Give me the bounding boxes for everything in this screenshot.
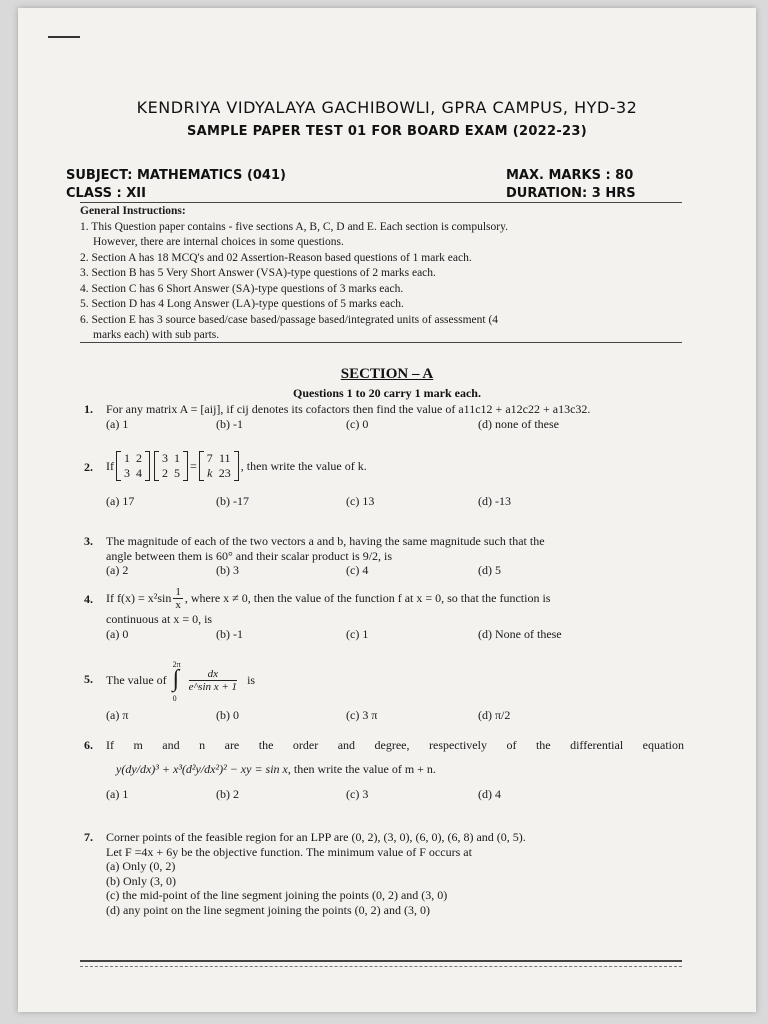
options — [106, 417, 684, 432]
matrix-2: 3 1 2 5 — [154, 451, 188, 481]
option-a: (a) 0 — [106, 626, 129, 641]
question-text: If m and n are the order and degree, respectively of the differential equation — [106, 738, 684, 752]
question-prefix: If — [106, 458, 114, 473]
instructions-rule — [80, 342, 682, 343]
question-number: 4. — [84, 592, 93, 606]
question-text: Let F =4x + 6y be the objective function. The minimum value of F occurs at — [106, 844, 472, 859]
option-a: (a) 2 — [106, 563, 129, 577]
option-a: (a) π — [106, 708, 129, 722]
exam-paper — [18, 8, 756, 1012]
matrix-3: 7 11 k 23 — [199, 451, 239, 481]
option-d: (d) any point on the line segment joining the points (0, 2) and (3, 0) — [106, 902, 430, 917]
question-suffix: , then write the value of k. — [240, 458, 367, 473]
question-5 — [84, 658, 684, 723]
instruction-item: 3. Section B has 5 Very Short Answer (VSA)-type questions of 2 marks each. — [80, 267, 436, 279]
integral-sign: ∫ 2π 0 — [172, 660, 181, 703]
option-b: (b) -1 — [216, 626, 243, 641]
question-2 — [84, 446, 684, 509]
option-b: (b) -17 — [216, 494, 249, 508]
options — [106, 787, 684, 802]
class: CLASS : XII — [66, 186, 146, 201]
question-6 — [84, 738, 684, 802]
subject: SUBJECT: MATHEMATICS (041) — [66, 168, 286, 183]
paper-title: SAMPLE PAPER TEST 01 FOR BOARD EXAM (2022-23) — [187, 124, 587, 139]
question-3 — [84, 534, 684, 578]
instruction-item: 6. Section E has 3 source based/case based/passage based/integrated units of assessment (4 — [80, 313, 499, 326]
option-d: (d) -13 — [478, 494, 511, 508]
question-1 — [84, 402, 684, 432]
question-number: 1. — [84, 402, 93, 416]
option-c: (c) the mid-point of the line segment joining the points (0, 2) and (3, 0) — [106, 888, 448, 902]
option-d: (d) π/2 — [478, 708, 511, 722]
duration: DURATION: 3 HRS — [506, 186, 636, 201]
option-d: (d) None of these — [478, 626, 562, 641]
instruction-item: 5. Section D has 4 Long Answer (LA)-type questions of 5 marks each. — [80, 298, 404, 310]
option-b: (b) 3 — [216, 563, 239, 577]
school-name: KENDRIYA VIDYALAYA GACHIBOWLI, GPRA CAMPUS, HYD-32 — [136, 98, 638, 117]
option-c: (c) 3 π — [346, 708, 378, 722]
question-text: angle between them is 60° and their scalar product is 9/2, is — [106, 548, 393, 563]
option-c: (c) 0 — [346, 416, 369, 431]
option-c: (c) 1 — [346, 626, 369, 641]
option-a: (a) Only (0, 2) — [106, 859, 176, 873]
options — [106, 627, 684, 642]
pen-mark — [48, 36, 80, 38]
question-number: 6. — [84, 738, 93, 752]
question-number: 3. — [84, 534, 93, 548]
option-b: (b) -1 — [216, 416, 243, 431]
matrix-1: 1 2 3 4 — [116, 451, 150, 481]
equals-sign: = — [190, 458, 197, 473]
options — [106, 563, 684, 578]
option-c: (c) 4 — [346, 563, 369, 577]
question-text: Corner points of the feasible region for an LPP are (0, 2), (3, 0), (6, 0), (6, 8) and (0, 5). — [106, 830, 526, 844]
option-d: (d) 5 — [478, 563, 501, 577]
instruction-item: 1. This Question paper contains - five sections A, B, C, D and E. Each section is compulsory. — [80, 220, 508, 233]
question-text: The magnitude of each of the two vectors a and b, having the same magnitude such that the — [106, 534, 545, 548]
question-number: 7. — [84, 830, 93, 844]
differential-equation: y(dy/dx)³ + x³(d²y/dx²)² − xy = sin x — [116, 762, 288, 777]
option-d: (d) none of these — [478, 416, 559, 431]
general-instructions — [80, 204, 680, 344]
instruction-item: However, there are internal choices in some questions. — [93, 236, 344, 248]
question-text: For any matrix A = [aij], if cij denotes its cofactors then find the value of a11c12 + a12c22 + a13c32. — [106, 402, 591, 416]
option-b: (b) 2 — [216, 786, 239, 801]
instruction-item: 4. Section C has 6 Short Answer (SA)-type questions of 3 marks each. — [80, 282, 404, 295]
options — [106, 708, 684, 723]
option-a: (a) 1 — [106, 786, 129, 801]
footer-rule — [80, 960, 682, 962]
question-number: 2. — [84, 460, 93, 474]
option-b: (b) Only (3, 0) — [106, 873, 176, 888]
options — [106, 494, 684, 509]
option-a: (a) 1 — [106, 416, 129, 431]
option-b: (b) 0 — [216, 708, 239, 722]
question-suffix: , then write the value of m + n. — [287, 762, 436, 777]
question-7 — [84, 830, 684, 917]
header-rule — [80, 202, 682, 203]
option-c: (c) 13 — [346, 494, 375, 508]
fraction: $\frac{1}{x}$ — [175, 585, 181, 611]
question-4 — [84, 584, 684, 642]
integrand: $\frac{dx}{\text{e\textasciicircum{}sin x + 1}}$ — [188, 667, 238, 693]
question-suffix: is — [247, 672, 256, 687]
max-marks: MAX. MARKS : 80 — [506, 168, 634, 183]
instructions-title: General Instructions: — [80, 205, 186, 217]
question-suffix: , where x ≠ 0, then the value of the function f at x = 0, so that the function is — [184, 590, 551, 605]
option-a: (a) 17 — [106, 494, 135, 508]
instruction-item: 2. Section A has 18 MCQ's and 02 Assertion-Reason based questions of 1 mark each. — [80, 251, 472, 264]
question-prefix: The value of — [106, 672, 167, 687]
question-prefix: If f(x) = x²sin — [106, 590, 172, 605]
option-d: (d) 4 — [478, 786, 501, 801]
footer-rule-dashed — [80, 966, 682, 967]
question-text: continuous at x = 0, is — [106, 612, 213, 626]
section-subtitle: Questions 1 to 20 carry 1 mark each. — [293, 386, 481, 400]
section-title: SECTION – A — [340, 366, 434, 382]
question-number: 5. — [84, 672, 93, 686]
option-c: (c) 3 — [346, 786, 369, 801]
instruction-item: marks each) with sub parts. — [93, 329, 220, 341]
